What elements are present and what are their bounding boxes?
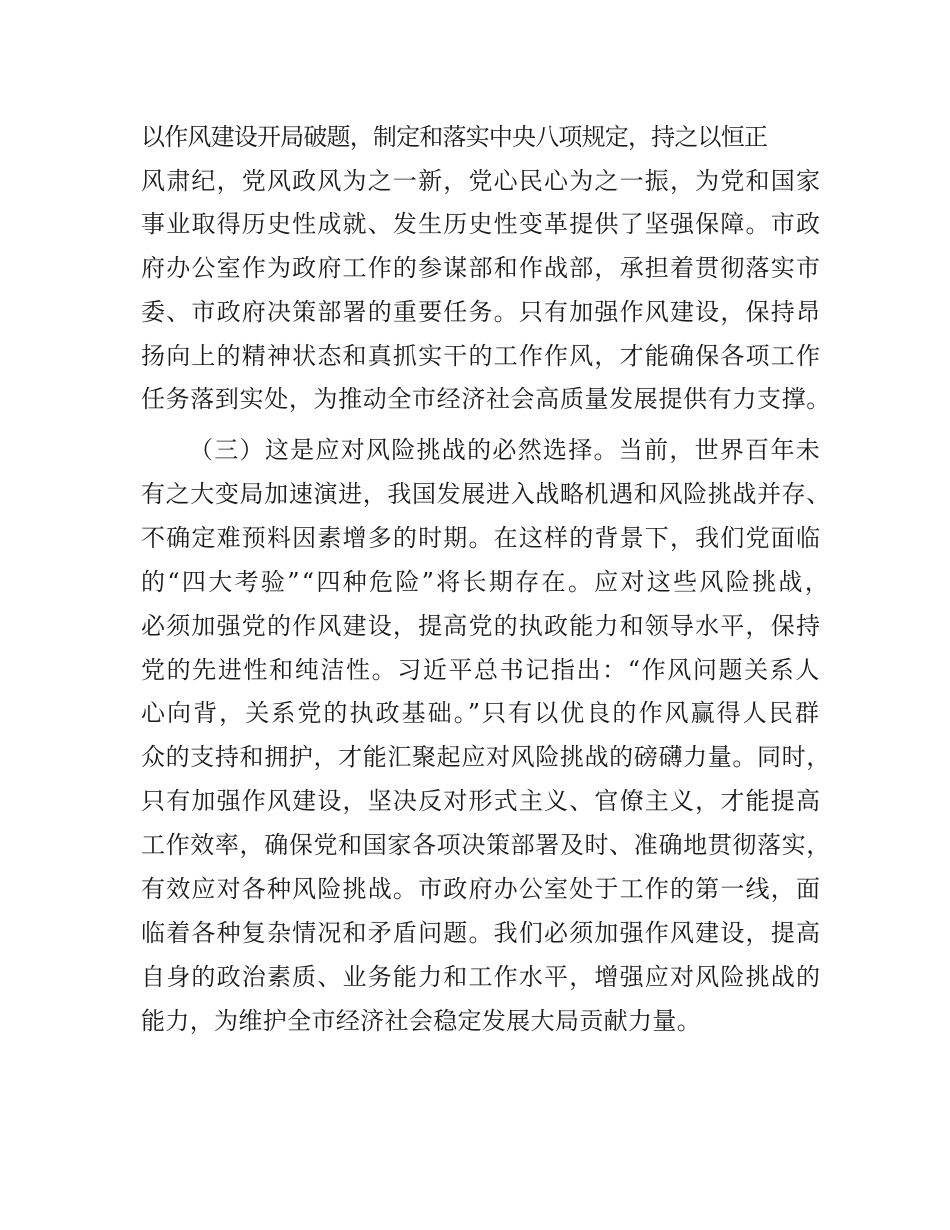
text-line: 临着各种复杂情况和矛盾问题。我们必须加强作风建设，提高 xyxy=(141,918,822,947)
text-line: 自身的政治素质、业务能力和工作水平，增强应对风险挑战的 xyxy=(141,962,822,991)
text-line: 扬向上的精神状态和真抓实干的工作作风，才能确保各项工作 xyxy=(141,341,822,370)
text-line: 不确定难预料因素增多的时期。在这样的背景下，我们党面临 xyxy=(141,523,822,552)
text-line: 风肃纪，党风政风为之一新，党心民心为之一振，为党和国家 xyxy=(141,166,822,195)
text-line: 工作效率，确保党和国家各项决策部署及时、准确地贯彻落实， xyxy=(141,831,831,860)
text-line: （三）这是应对风险挑战的必然选择。当前，世界百年未 xyxy=(189,436,821,464)
text-line: 心向背，关系党的执政基础。”只有以优良的作风赢得人民群 xyxy=(141,699,821,728)
text-line: 党的先进性和纯洁性。习近平总书记指出：“作风问题关系人 xyxy=(141,655,822,684)
text-line: 能力，为维护全市经济社会稳定发展大局贡献力量。 xyxy=(141,1006,702,1035)
text-line: 事业取得历史性成就、发生历史性变革提供了坚强保障。市政 xyxy=(141,210,822,239)
text-line: 有效应对各种风险挑战。市政府办公室处于工作的第一线，面 xyxy=(141,875,822,903)
text-line: 的“四大考验”“四种危险”将长期存在。应对这些风险挑战， xyxy=(141,567,832,596)
text-line: 众的支持和拥护，才能汇聚起应对风险挑战的磅礴力量。同时， xyxy=(141,743,831,772)
text-line: 以作风建设开局破题，制定和落实中央八项规定，持之以恒正 xyxy=(141,123,768,151)
text-line: 只有加强作风建设，坚决反对形式主义、官僚主义，才能提高 xyxy=(141,787,822,816)
text-line: 委、市政府决策部署的重要任务。只有加强作风建设，保持昂 xyxy=(141,297,822,326)
text-line: 有之大变局加速演进，我国发展进入战略机遇和风险挑战并存、 xyxy=(141,479,831,508)
text-line: 府办公室作为政府工作的参谋部和作战部，承担着贯彻落实市 xyxy=(141,254,822,283)
text-line: 任务落到实处，为推动全市经济社会高质量发展提供有力支撑。 xyxy=(141,385,831,414)
text-line: 必须加强党的作风建设，提高党的执政能力和领导水平，保持 xyxy=(141,611,822,640)
